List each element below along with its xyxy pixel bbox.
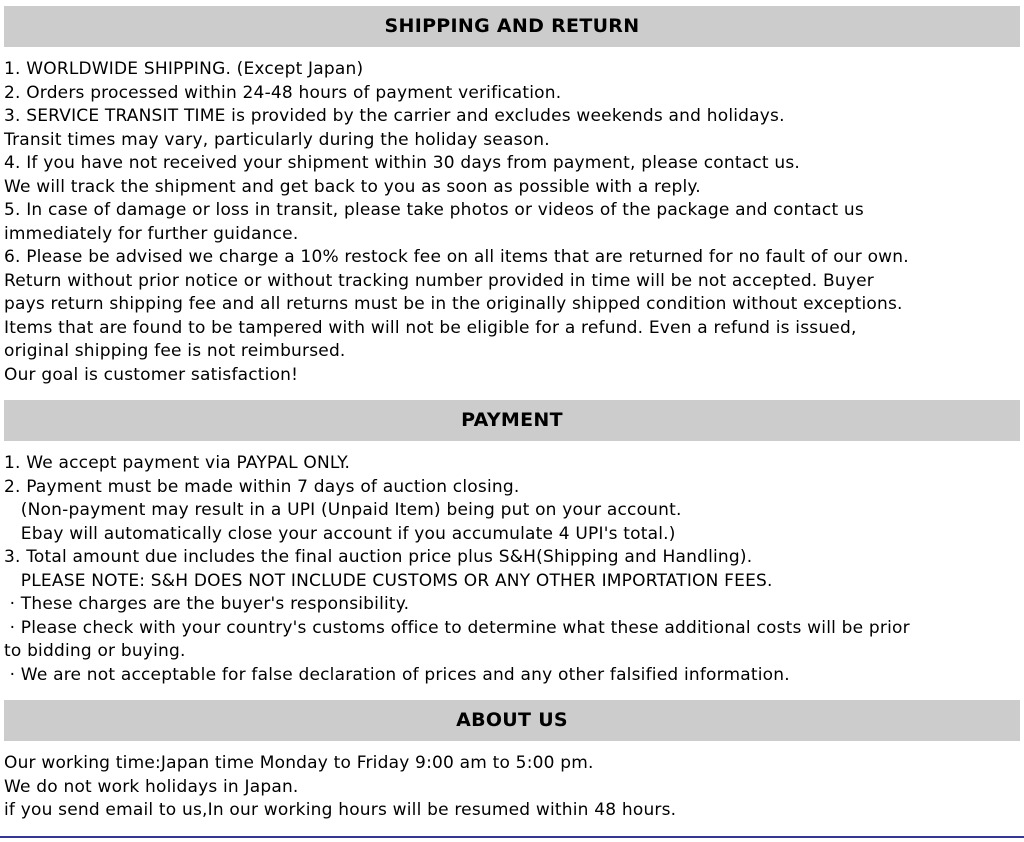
- policy-text-line: 2. Orders processed within 24-48 hours of payment verification.: [4, 82, 562, 103]
- section-body-about-us: [0, 741, 1024, 836]
- bottom-divider: [0, 836, 1024, 838]
- policy-text-line: 3. SERVICE TRANSIT TIME is provided by the carrier and excludes weekends and holidays.: [4, 106, 785, 126]
- policy-text-line: 6. Please be advised we charge a 10% restock fee on all items that are returned for no fault of our own.: [4, 247, 909, 267]
- section-header-payment: PAYMENT: [4, 400, 1020, 441]
- policy-text-line: immediately for further guidance.: [4, 223, 299, 244]
- section-header-shipping-and-return: SHIPPING AND RETURN: [4, 6, 1020, 47]
- policy-text-line: if you send email to us,In our working hours will be resumed within 48 hours.: [4, 800, 677, 820]
- policy-text-line: · These charges are the buyer's responsibility.: [4, 594, 410, 614]
- section-body-payment: [0, 441, 1024, 700]
- policy-text-line: pays return shipping fee and all returns must be in the originally shipped condition without exceptions.: [4, 294, 903, 314]
- policy-text-line: Return without prior notice or without tracking number provided in time will be not accepted. Buyer: [4, 270, 874, 291]
- policy-text-line: 3. Total amount due includes the final auction price plus S&H(Shipping and Handling).: [4, 547, 753, 567]
- policy-text-line: · We are not acceptable for false declaration of prices and any other falsified information.: [4, 664, 790, 685]
- policy-text-line: · Please check with your country's customs office to determine what these additional costs will be prior: [4, 617, 910, 638]
- policy-text-line: Items that are found to be tampered with will not be eligible for a refund. Even a refund is issued,: [4, 317, 857, 338]
- policy-text-line: 5. In case of damage or loss in transit, please take photos or videos of the package and contact us: [4, 200, 864, 220]
- policy-text-line: We will track the shipment and get back to you as soon as possible with a reply.: [4, 176, 701, 197]
- policy-text-line: PLEASE NOTE: S&H DOES NOT INCLUDE CUSTOMS OR ANY OTHER IMPORTATION FEES.: [4, 570, 773, 591]
- policy-text-line: Our working time:Japan time Monday to Friday 9:00 am to 5:00 pm.: [4, 753, 594, 773]
- section-header-about-us: ABOUT US: [4, 700, 1020, 741]
- policy-text-line: to bidding or buying.: [4, 641, 186, 661]
- policy-text-line: 2. Payment must be made within 7 days of auction closing.: [4, 476, 520, 497]
- section-body-shipping-and-return: [0, 47, 1024, 400]
- policy-text-line: Transit times may vary, particularly during the holiday season.: [4, 129, 550, 150]
- policy-text-line: We do not work holidays in Japan.: [4, 776, 299, 797]
- policy-text-line: (Non-payment may result in a UPI (Unpaid Item) being put on your account.: [4, 500, 682, 520]
- policy-text-line: Ebay will automatically close your account if you accumulate 4 UPI's total.): [4, 523, 676, 544]
- policy-text-line: 1. We accept payment via PAYPAL ONLY.: [4, 453, 351, 473]
- policy-text-line: 1. WORLDWIDE SHIPPING. (Except Japan): [4, 59, 364, 79]
- policy-text-line: 4. If you have not received your shipment within 30 days from payment, please contact us.: [4, 153, 800, 173]
- policy-text-line: Our goal is customer satisfaction!: [4, 364, 299, 385]
- policy-text-line: original shipping fee is not reimbursed.: [4, 341, 346, 361]
